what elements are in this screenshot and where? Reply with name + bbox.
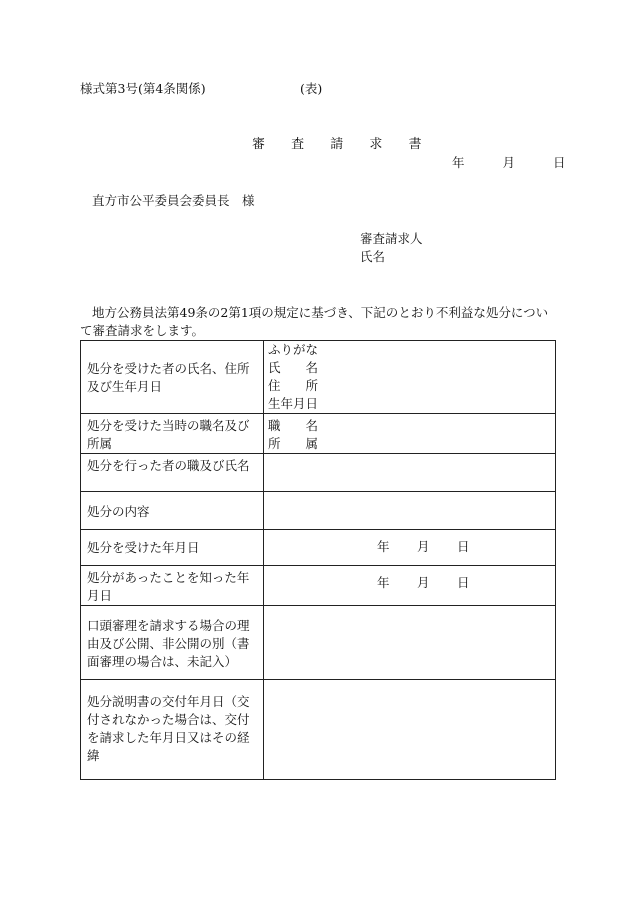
year-label: 年 <box>376 575 390 590</box>
row-label: 処分を受けた年月日 <box>81 530 264 566</box>
table-row <box>81 414 556 454</box>
disposition-content-field[interactable] <box>264 492 556 530</box>
table-row <box>81 492 556 530</box>
day-label: 日 <box>552 155 566 170</box>
position-label: 職 名 <box>268 418 319 433</box>
year-label: 年 <box>376 539 390 554</box>
disposer-field[interactable] <box>264 454 556 492</box>
oral-hearing-field[interactable] <box>264 606 556 680</box>
row-label: 処分の内容 <box>81 492 264 530</box>
department-label: 所 属 <box>268 436 319 451</box>
requester-name-label: 氏名 <box>360 249 386 264</box>
name-label: 氏 名 <box>268 360 319 375</box>
intro-paragraph: 地方公務員法第49条の2第1項の規定に基づき、下記のとおり不利益な処分について審査請求をします。 <box>80 305 549 338</box>
row-label: 処分を受けた者の氏名、住所及び生年月日 <box>81 341 264 414</box>
day-label: 日 <box>456 575 470 590</box>
day-label: 日 <box>456 539 470 554</box>
table-row <box>81 341 556 414</box>
table-row <box>81 680 556 780</box>
requester-label: 審査請求人 <box>360 231 423 246</box>
position-field[interactable] <box>264 414 556 454</box>
birthdate-label: 生年月日 <box>268 396 319 411</box>
row-label: 処分があったことを知った年月日 <box>81 566 264 606</box>
document-title: 審 査 請 求 書 <box>252 137 433 152</box>
statement-date-field[interactable] <box>264 680 556 780</box>
form-number-label: 様式第3号(第4条関係) <box>80 81 206 96</box>
known-date-field[interactable] <box>264 566 556 606</box>
table-row <box>81 454 556 492</box>
furigana-label: ふりがな <box>268 342 319 357</box>
side-label: (表) <box>300 81 323 96</box>
month-label: 月 <box>416 575 430 590</box>
table-row <box>81 606 556 680</box>
table-row <box>81 530 556 566</box>
year-label: 年 <box>452 155 465 170</box>
personal-info-field[interactable] <box>264 341 556 414</box>
row-label: 処分説明書の交付年月日（交付されなかった場合は、交付を請求した年月日又はその経緯 <box>81 680 264 780</box>
request-form-table <box>80 340 556 780</box>
addressee: 直方市公平委員会委員長 様 <box>92 193 255 208</box>
row-label: 処分を行った者の職及び氏名 <box>81 454 264 492</box>
disposition-date-field[interactable] <box>264 530 556 566</box>
month-label: 月 <box>502 155 515 170</box>
submission-date <box>452 154 565 172</box>
address-label: 住 所 <box>268 378 319 393</box>
table-row <box>81 566 556 606</box>
month-label: 月 <box>416 539 430 554</box>
row-label: 処分を受けた当時の職名及び所属 <box>81 414 264 454</box>
row-label: 口頭審理を請求する場合の理由及び公開、非公開の別（書面審理の場合は、未記入） <box>81 606 264 680</box>
